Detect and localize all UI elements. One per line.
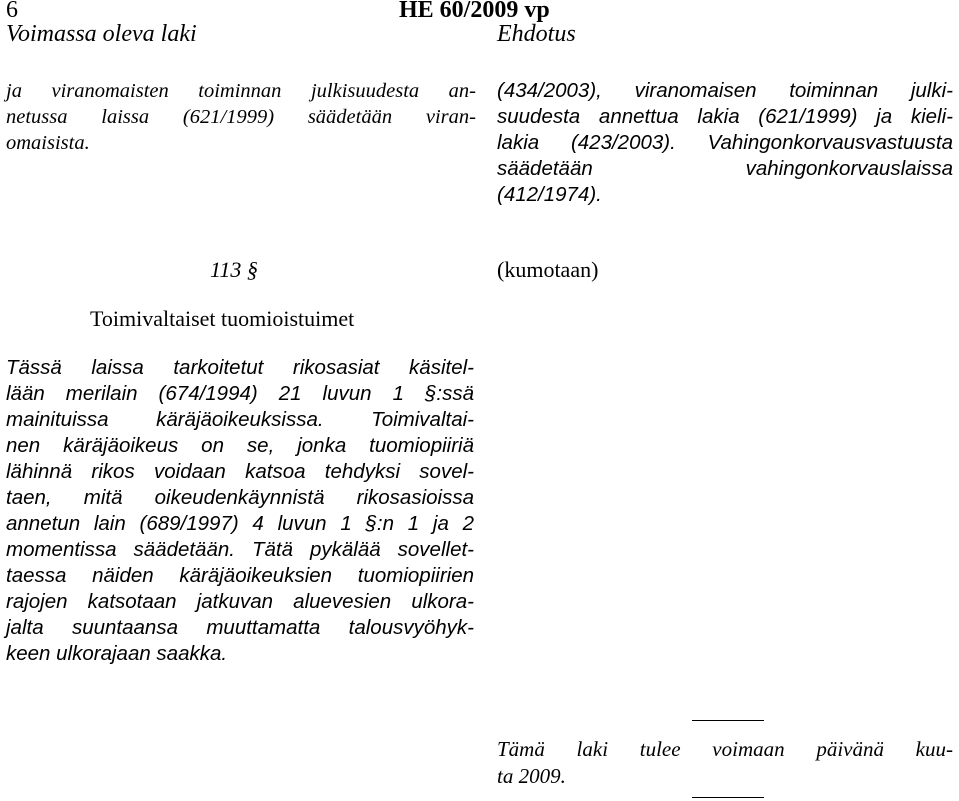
section-body xyxy=(6,355,474,667)
repealed-label: (kumotaan) xyxy=(497,257,599,282)
document-id: HE 60/2009 vp xyxy=(399,0,550,23)
text-line: suudesta annettua lakia (621/1999) ja kieli- xyxy=(497,105,953,128)
text-line: nen käräjäoikeus on se, jonka tuomiopiiriä xyxy=(6,434,474,457)
text-line: Tässä laissa tarkoitetut rikosasiat käsitel- xyxy=(6,356,474,379)
closing-rule-bottom xyxy=(692,797,764,798)
text-line: netussa laissa (621/1999) säädetään viran- xyxy=(6,106,476,128)
text-line: taessa näiden käräjäoikeuksien tuomiopiirien xyxy=(6,564,474,587)
text-line: säädetään vahingonkorvauslaissa xyxy=(497,157,953,180)
text-line: ta 2009. xyxy=(497,764,566,788)
text-line: lakia (423/2003). Vahingonkorvausvastuusta xyxy=(497,131,953,154)
text-line: rajojen katsotaan jatkuvan aluevesien ulkora- xyxy=(6,590,474,613)
text-line: momentissa säädetään. Tätä pykälää sovellet- xyxy=(6,538,474,561)
section-title: Toimivaltaiset tuomioistuimet xyxy=(90,306,355,331)
page-number: 6 xyxy=(6,0,18,23)
text-line: lään merilain (674/1994) 21 luvun 1 §:ssä xyxy=(6,382,474,405)
text-line: (434/2003), viranomaisen toiminnan julki- xyxy=(497,79,953,102)
text-line: jalta suuntaansa muuttamatta talousvyöhyk- xyxy=(6,616,474,639)
text-line: annetun lain (689/1997) 4 luvun 1 §:n 1 ja 2 xyxy=(6,512,474,535)
text-line: omaisista. xyxy=(6,132,90,154)
proposal-paragraph xyxy=(497,78,953,208)
text-line: lähinnä rikos voidaan katsoa tehdyksi sovel- xyxy=(6,460,474,483)
section-number: 113 § xyxy=(210,257,258,282)
current-law-paragraph xyxy=(6,78,476,156)
left-column-heading: Voimassa oleva laki xyxy=(6,21,197,47)
text-line: Tämä laki tulee voimaan päivänä kuu- xyxy=(497,737,953,761)
right-column-heading: Ehdotus xyxy=(497,21,576,47)
closing-rule-top xyxy=(692,720,764,721)
text-line: (412/1974). xyxy=(497,183,602,206)
entry-into-force-clause xyxy=(497,736,953,790)
text-line: keen ulkorajaan saakka. xyxy=(6,642,228,665)
text-line: mainituissa käräjäoikeuksissa. Toimivaltai- xyxy=(6,408,474,431)
text-line: taen, mitä oikeudenkäynnistä rikosasioissa xyxy=(6,486,474,509)
text-line: ja viranomaisten toiminnan julkisuudesta an- xyxy=(6,80,476,102)
